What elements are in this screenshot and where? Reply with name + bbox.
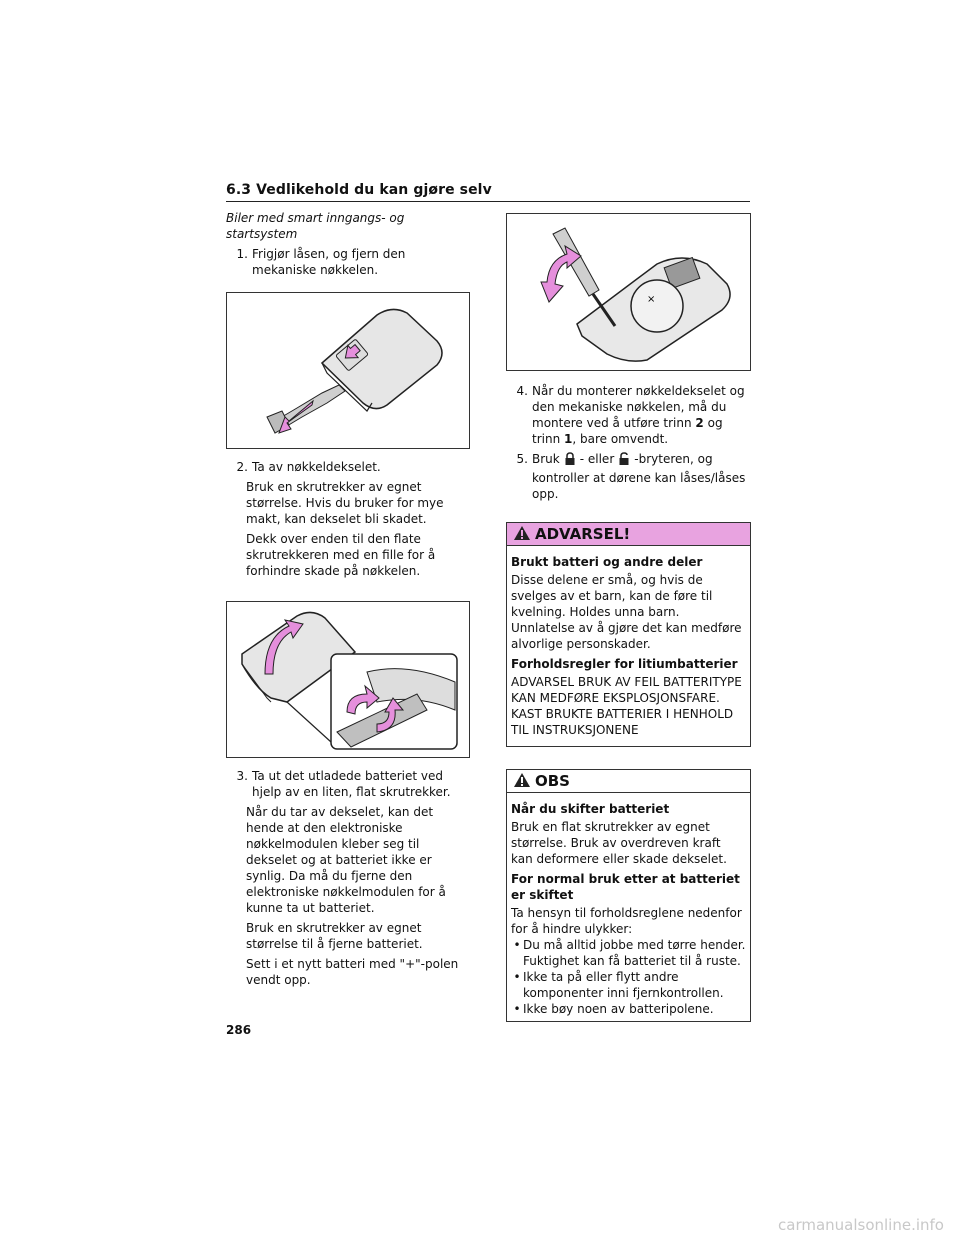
step-3-note-3: Sett i et nytt batteri med "+"-polen vendt opp. — [246, 957, 459, 987]
step-5 — [506, 451, 751, 502]
warning-text-1: Disse delene er små, og hvis de svelges av et barn, kan de føre til kvelning. Holdes unna barn. Unnlatelse av å gjøre det kan medføre alvorlige personskader. — [511, 573, 742, 651]
left-column — [226, 210, 470, 988]
step-4 — [506, 383, 751, 447]
step-3 — [226, 768, 470, 800]
step-2-note-1: Bruk en skrutrekker av egnet størrelse. Hvis du bruker for mye makt, kan dekselet bli skadet. — [246, 480, 444, 526]
step-text: Bruk - eller -bryteren, og kontroller at dørene kan låses/låses opp. — [532, 452, 746, 501]
warning-triangle-icon — [513, 525, 531, 544]
figure-remove-key-cover — [226, 601, 470, 758]
list-item: • Du må alltid jobbe med tørre hender. Fuktighet kan få batteriet til å ruste. — [513, 938, 746, 968]
warning-box — [506, 522, 751, 747]
step-text: Ta av nøkkeldekselet. — [252, 460, 381, 474]
step-number: 4. — [516, 384, 528, 398]
section-header — [226, 179, 750, 202]
warning-title: ADVARSEL! — [535, 525, 631, 543]
caution-heading-2: For normal bruk etter at batteriet er skiftet — [511, 872, 740, 902]
step-text: Når du monterer nøkkeldekselet og den mekaniske nøkkelen, må du montere ved å utføre trinn 2 og trinn 1, bare omvendt. — [532, 384, 745, 446]
step-3-note-2: Bruk en skrutrekker av egnet størrelse til å fjerne batteriet. — [246, 921, 423, 951]
caution-title: OBS — [535, 772, 570, 790]
lock-icon — [564, 452, 576, 470]
step-text: Frigjør låsen, og fjern den mekaniske nøkkelen. — [252, 247, 406, 277]
step-2 — [226, 459, 470, 475]
caution-text-2: Ta hensyn til forholdsreglene nedenfor for å hindre ulykker: — [511, 906, 742, 936]
step-3-note-1: Når du tar av dekselet, kan det hende at den elektroniske nøkkelmodulen kleber seg til dekselet og at batteriet ikke er synlig. Da må du fjerne den elektroniske nøkkelmodulen for å kunne ta ut batteriet. — [246, 805, 446, 915]
step-text: Ta ut det utladede batteriet ved hjelp av en liten, flat skrutrekker. — [252, 769, 451, 799]
step-2-note-2: Dekk over enden til den flate skrutrekkeren med en fille for å forhindre skade på nøkkelen. — [246, 532, 436, 578]
caution-box — [506, 769, 751, 1022]
step-1 — [226, 246, 470, 278]
warning-header — [507, 523, 750, 546]
section-title: 6.3 Vedlikehold du kan gjøre selv — [226, 182, 492, 198]
figure-remove-mechanical-key — [226, 292, 470, 449]
step-number: 5. — [516, 452, 528, 466]
warning-text-2: ADVARSEL BRUK AV FEIL BATTERITYPE KAN MEDFØRE EKSPLOSJONSFARE. KAST BRUKTE BATTERIER I HENHOLD TIL INSTRUKSJONENE — [511, 675, 742, 737]
step-number: 1. — [236, 247, 248, 261]
list-item: • Ikke bøy noen av batteripolene. — [513, 1002, 714, 1016]
caution-text-1: Bruk en flat skrutrekker av egnet størrelse. Bruk av overdreven kraft kan deformere eller skade dekselet. — [511, 820, 727, 866]
svg-text:×: × — [647, 294, 656, 305]
caution-heading-1: Når du skifter batteriet — [511, 802, 670, 816]
unlock-icon — [618, 452, 630, 470]
step-number: 3. — [236, 769, 248, 783]
warning-body — [507, 546, 750, 746]
list-item: • Ikke ta på eller flytt andre komponenter inni fjernkontrollen. — [513, 970, 724, 1000]
right-column — [506, 213, 751, 1022]
subtitle: Biler med smart inngangs- og startsystem — [226, 211, 405, 241]
watermark: carmanualsonline.info — [778, 1216, 944, 1234]
figure-remove-battery — [506, 213, 751, 371]
page-number: 286 — [226, 1023, 252, 1037]
caution-triangle-icon — [513, 772, 531, 791]
warning-heading-2: Forholdsregler for litiumbatterier — [511, 657, 738, 671]
step-number: 2. — [236, 460, 248, 474]
warning-heading-1: Brukt batteri og andre deler — [511, 555, 703, 569]
caution-header — [507, 770, 750, 793]
caution-body — [507, 793, 750, 1021]
